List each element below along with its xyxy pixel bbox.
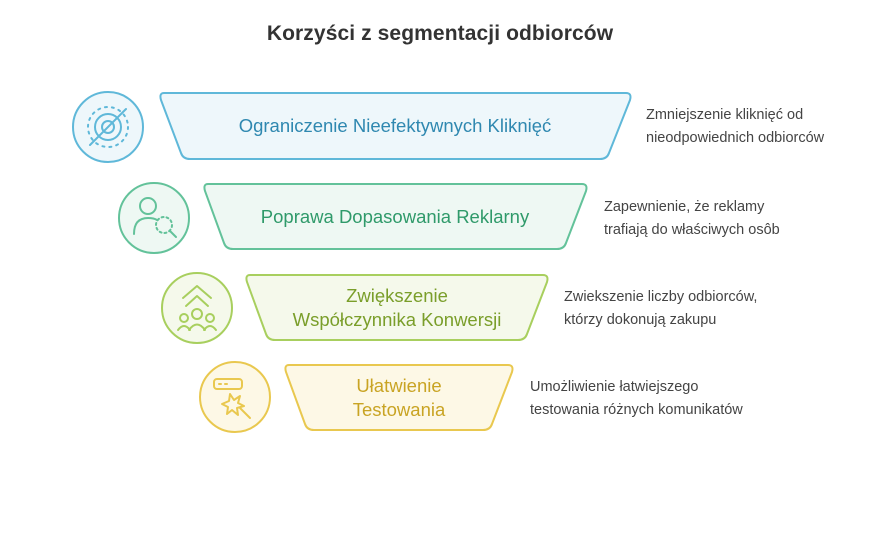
stage-2-description [604,196,780,242]
stage-4-desc-line-2: testowania różnych komunikatów [530,402,743,418]
stage-2-label-line-1: Poprawa Dopasowania Reklarny [260,206,530,227]
stage-3-label [256,284,538,332]
stage-1-label [170,114,620,138]
stage-4-desc-line-1: Umożliwienie łatwiejszego [530,379,699,395]
stage-1-desc-line-2: nieodpowiednich odbiorców [646,130,825,146]
stage-1-desc-line-1: Zmniejszenie kliknięć od [646,107,804,123]
stage-4-icon-circle [200,362,270,432]
stage-1-description [646,104,824,150]
stage-4-description [530,376,743,422]
stage-4-label-line-2: Testowania [352,399,446,420]
stage-3-label-line-2: Współczynnika Konwersji [292,309,502,330]
stage-2-label [214,205,576,229]
stage-1-label-line-1: Ograniczenie Nieefektywnych Kliknięć [238,115,552,136]
stage-2-desc-line-1: Zapewnienie, że reklamy [604,199,765,215]
stage-3-label-line-1: Zwiększenie [346,285,448,306]
stage-3-description [564,286,757,332]
diagram-title: Korzyści z segmentacji odbiorców [266,22,614,45]
stage-3-desc-line-1: Zwiekszenie liczby odbiorców, [564,289,758,305]
stage-4-label-line-1: Ułatwienie [356,375,442,396]
stage-3-desc-line-2: którzy dokonują zakupu [564,312,717,328]
no-target-icon [88,107,128,147]
stage-2-desc-line-2: trafiają do właściwych osôb [604,222,780,238]
stage-4-label [295,374,503,422]
